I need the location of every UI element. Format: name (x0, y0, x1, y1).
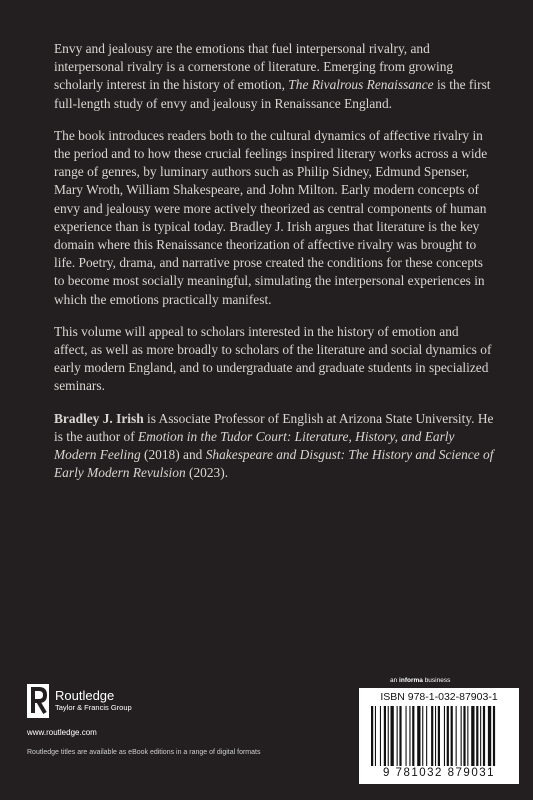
barcode-icon (369, 706, 509, 768)
publisher-name: Routledge (55, 688, 115, 703)
isbn-text: ISBN 978-1-032-87903-1 (380, 691, 498, 703)
back-cover-blurb (54, 40, 494, 496)
author-bio: Bradley J. Irish is Associate Professor of English at Arizona State University. He is the author of Emotion in the Tudor Court: Literature, History, and Early Modern Feeling (2018) and Shakespeare and Disgust: The History and Science of Early Modern Revulsion (2023). (54, 410, 494, 481)
barcode-box (359, 688, 519, 784)
author-book-1: Emotion in the Tudor Court: Literature, History, and Early Modern Feeling (54, 428, 455, 463)
informa-tagline: an informa business (390, 677, 451, 684)
ebook-note: Routledge titles are available as eBook editions in a range of digital formats (27, 749, 261, 756)
publisher-group: Taylor & Francis Group (55, 703, 132, 712)
blurb-paragraph-3: This volume will appeal to scholars interested in the history of emotion and affect, as well as more broadly to scholars of the literature and social dynamics of early modern England, and to undergraduate and graduate students in specialized seminars. (54, 323, 492, 394)
routledge-r-icon (27, 684, 49, 718)
blurb-paragraph-2: The book introduces readers both to the cultural dynamics of affective rivalry in the period and to how these crucial feelings inspired literary works across a wide range of genres, by luminary authors such as Philip Sidney, Edmund Spenser, Mary Wroth, William Shakespeare, and John Milton. Early modern concepts of envy and jealousy were more actively theorized as central components of human experience than is typical today. Bradley J. Irish argues that literature is the key domain where this Renaissance theorization of affective rivalry was brought to life. Poetry, drama, and narrative prose created the conditions for these concepts to become most socially meaningful, simulating the interpersonal experiences in which the emotions practically manifest. (54, 127, 488, 307)
informa-brand: informa (399, 677, 423, 684)
author-name: Bradley J. Irish (54, 410, 144, 426)
routledge-logo (27, 684, 132, 718)
barcode-digits: 9 781032 879031 (382, 767, 496, 779)
blurb-paragraph-1: Envy and jealousy are the emotions that fuel interpersonal rivalry, and interpersonal rivalry is a cornerstone of literature. Emerging from growing scholarly interest in the history of emotion, The Rivalrous Renaissance is the first full-length study of envy and jealousy in Renaissance England. (54, 41, 491, 111)
author-book-2: Shakespeare and Disgust: The History and Science of Early Modern Revulsion (54, 447, 494, 481)
publisher-url: www.routledge.com (27, 728, 97, 737)
book-title: The Rivalrous Renaissance (288, 77, 434, 93)
